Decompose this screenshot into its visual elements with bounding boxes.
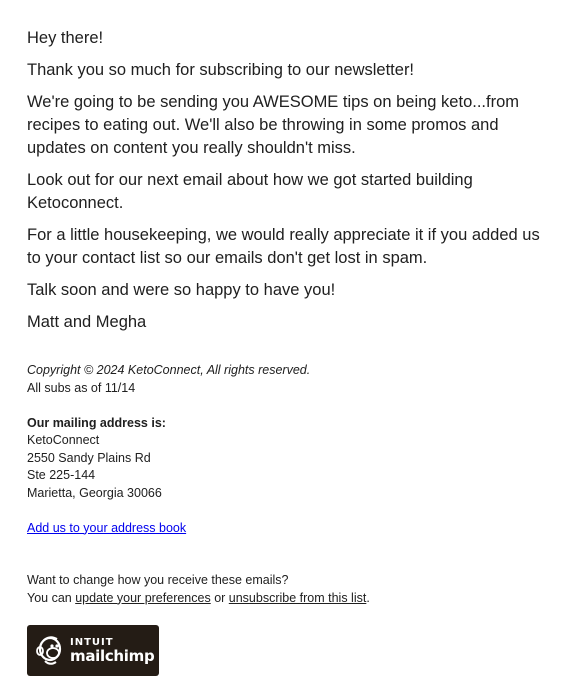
address-suite: Ste 225-144 (27, 468, 96, 482)
preferences-line: You can update your preferences or unsubscribe from this list. (27, 590, 370, 605)
address-company: KetoConnect (27, 433, 100, 447)
unsubscribe-link[interactable]: unsubscribe from this list (228, 590, 367, 605)
badge-mailchimp-text: mailchimp (70, 646, 155, 665)
mailchimp-freddie-icon (35, 635, 65, 667)
message-body (27, 27, 557, 334)
signature-text: Matt and Megha (27, 313, 147, 331)
email-footer (27, 362, 580, 676)
badge-intuit-text: INTUIT (70, 636, 114, 648)
tips-text: We're going to be sending you AWESOME tips on being keto...from recipes to eating out. We'll also be throwing in some promos and updates on content you really shouldn't miss. (27, 93, 519, 157)
mailing-address-label: Our mailing address is: (27, 415, 166, 430)
housekeeping-text: For a little housekeeping, we would really appreciate it if you added us to your contact list so our emails don't get lost in spam. (27, 226, 540, 267)
address-city: Marietta, Georgia 30066 (27, 485, 162, 500)
add-to-address-book-link[interactable]: Add us to your address book (27, 520, 187, 535)
preferences-block (27, 572, 580, 607)
update-preferences-link[interactable]: update your preferences (75, 590, 211, 605)
change-question: Want to change how you receive these emails? (27, 573, 289, 587)
subs-note: All subs as of 11/14 (27, 380, 136, 395)
copyright-text: Copyright © 2024 KetoConnect, All rights reserved. (27, 363, 311, 377)
mailchimp-badge[interactable] (27, 625, 159, 676)
thanks-text: Thank you so much for subscribing to our newsletter! (27, 61, 415, 79)
address-street: 2550 Sandy Plains Rd (27, 450, 151, 465)
greeting-text: Hey there! (27, 29, 104, 47)
next-email-text: Look out for our next email about how we got started building Ketoconnect. (27, 171, 473, 212)
closing-text: Talk soon and were so happy to have you! (27, 281, 336, 299)
